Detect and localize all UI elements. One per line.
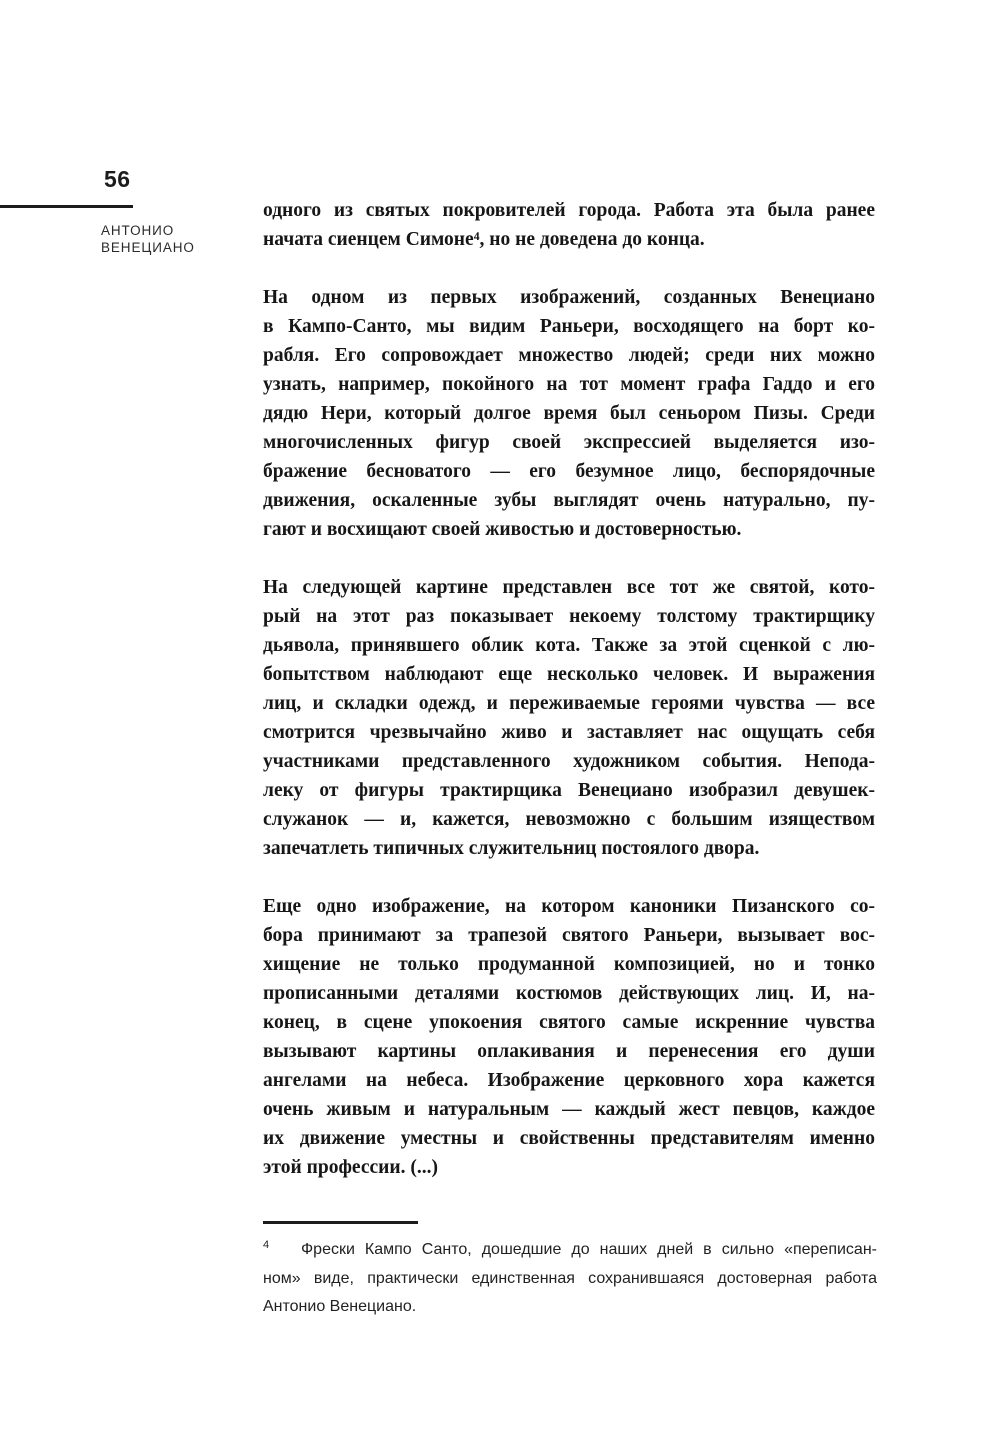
chapter-margin-label bbox=[101, 222, 195, 256]
chapter-label-line: ВЕНЕЦИАНО bbox=[101, 240, 195, 255]
text-line: ангелами на небеса. Изображение церковного хора кажется bbox=[263, 1070, 875, 1091]
paragraph bbox=[263, 892, 875, 1182]
text-line: рабля. Его сопровождает множество людей; среди них можно bbox=[263, 345, 875, 366]
text-line: движения, оскаленные зубы выглядят очень натурально, пу- bbox=[263, 490, 875, 511]
footnote-rule bbox=[263, 1221, 418, 1224]
text-line: Еще одно изображение, на котором каноники Пизанского со- bbox=[263, 896, 875, 917]
paragraph bbox=[263, 283, 875, 544]
text-line: одного из святых покровителей города. Работа эта была ранее bbox=[263, 200, 875, 221]
text-line: гают и восхищают своей живостью и достоверностью. bbox=[263, 519, 742, 540]
footnote-line: 4 Фрески Кампо Санто, дошедшие до наших дней в сильно «переписан- bbox=[263, 1231, 877, 1265]
text-line: рый на этот раз показывает некоему толстому трактирщику bbox=[263, 606, 875, 627]
chapter-label-line: АНТОНИО bbox=[101, 223, 175, 238]
text-line: служанок — и, кажется, невозможно с большим изяществом bbox=[263, 809, 875, 830]
text-line: хищение не только продуманной композицией, но и тонко bbox=[263, 954, 875, 975]
text-line: смотрится чрезвычайно живо и заставляет нас ощущать себя bbox=[263, 722, 875, 743]
footnote-text bbox=[263, 1231, 877, 1322]
text-line: прописанными деталями костюмов действующих лиц. И, на- bbox=[263, 983, 875, 1004]
text-line: бопытством наблюдают еще несколько человек. И выражения bbox=[263, 664, 875, 685]
text-line: вызывают картины оплакивания и перенесения его души bbox=[263, 1041, 875, 1062]
paragraph bbox=[263, 196, 875, 254]
paragraph bbox=[263, 573, 875, 863]
text-line: многочисленных фигур своей экспрессией выделяется изо- bbox=[263, 432, 875, 453]
footnote bbox=[263, 1221, 877, 1322]
header-rule bbox=[0, 205, 133, 208]
body-text-column bbox=[263, 196, 875, 1182]
text-line: их движение уместны и свойственны представителям именно bbox=[263, 1128, 875, 1149]
text-line: конец, в сцене упокоения святого самые искренние чувства bbox=[263, 1012, 875, 1033]
text-line: начата сиенцем Симоне⁴, но не доведена до конца. bbox=[263, 229, 705, 250]
footnote-line: ном» виде, практически единственная сохранившаяся достоверная работа bbox=[263, 1269, 877, 1287]
text-line: запечатлеть типичных служительниц постоялого двора. bbox=[263, 838, 760, 859]
text-line: бражение бесноватого — его безумное лицо, беспорядочные bbox=[263, 461, 875, 482]
text-line: На следующей картине представлен все тот же святой, кото- bbox=[263, 577, 875, 598]
text-line: участниками представленного художником события. Непода- bbox=[263, 751, 875, 772]
footnote-marker: 4 bbox=[263, 1239, 270, 1251]
text-line: в Кампо-Санто, мы видим Раньери, восходящего на борт ко- bbox=[263, 316, 875, 337]
text-line: лиц, и складки одежд, и переживаемые героями чувства — все bbox=[263, 693, 875, 714]
text-line: этой профессии. (...) bbox=[263, 1157, 438, 1178]
text-line: узнать, например, покойного на тот момент графа Гаддо и его bbox=[263, 374, 875, 395]
text-line: На одном из первых изображений, созданных Венециано bbox=[263, 287, 875, 308]
page-number: 56 bbox=[104, 166, 131, 192]
text-line: дядю Нери, который долгое время был сеньором Пизы. Среди bbox=[263, 403, 875, 424]
text-line: бора принимают за трапезой святого Раньери, вызывает вос- bbox=[263, 925, 875, 946]
text-line: дьявола, принявшего облик кота. Также за этой сценкой с лю- bbox=[263, 635, 875, 656]
footnote-line: Антонио Венециано. bbox=[263, 1298, 417, 1315]
text-line: леку от фигуры трактирщика Венециано изобразил девушек- bbox=[263, 780, 875, 801]
text-line: очень живым и натуральным — каждый жест певцов, каждое bbox=[263, 1099, 875, 1120]
